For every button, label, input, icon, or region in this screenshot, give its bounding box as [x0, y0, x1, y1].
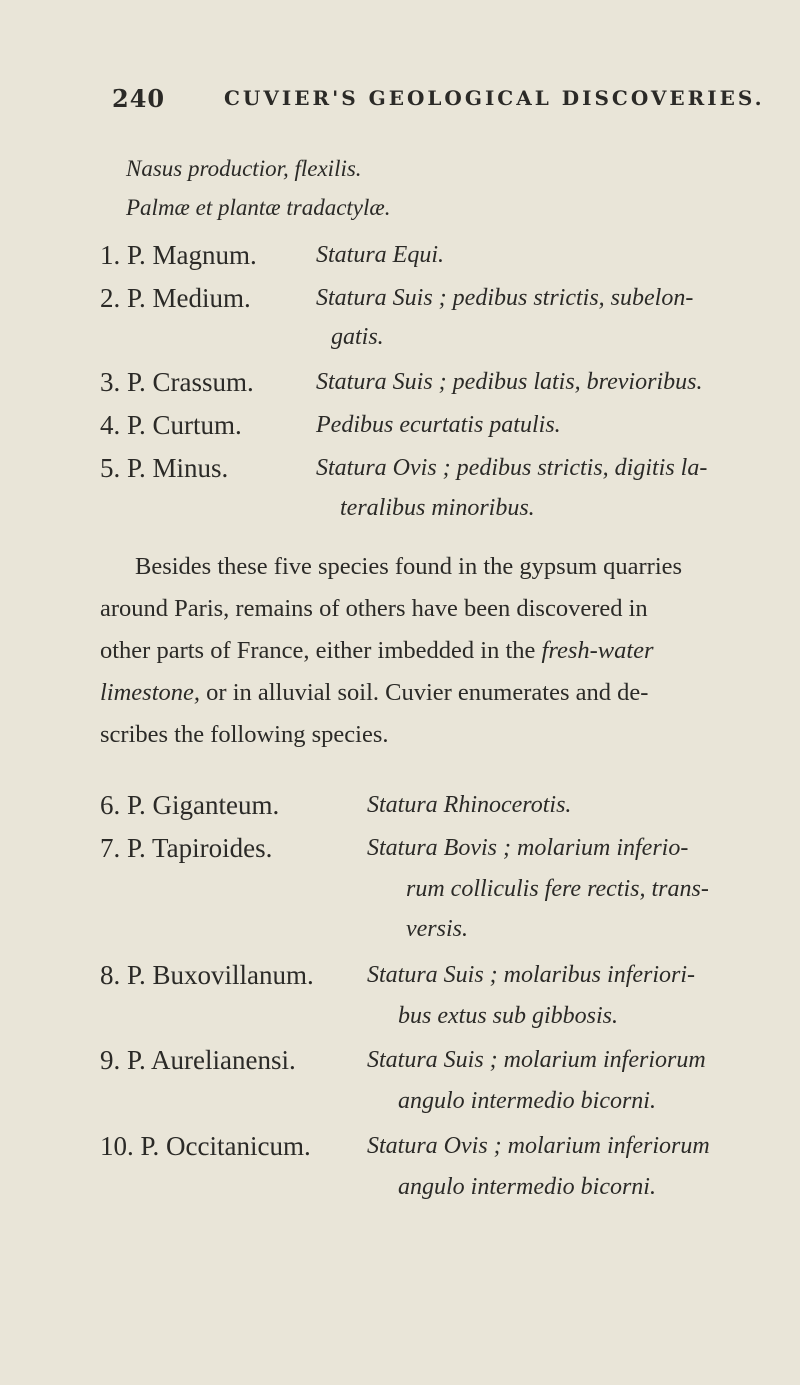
species-10-name: 10. P. Occitanicum.: [100, 1131, 311, 1161]
species-9-name: 9. P. Aurelianensi.: [100, 1045, 296, 1075]
paragraph-line-1: Besides these five species found in the gypsum quarries: [135, 553, 683, 580]
species-7-name: 7. P. Tapiroides.: [100, 833, 273, 863]
species-4-desc-1: Pedibus ecurtatis patulis.: [316, 412, 561, 438]
intro-line-1a: Nasus productior,: [126, 156, 289, 181]
species-8-desc-2: bus extus sub gibbosis.: [398, 1003, 619, 1029]
species-9-desc-1: Statura Suis ; molarium inferiorum: [367, 1047, 706, 1073]
species-7-desc-1: Statura Bovis ; molarium inferio-: [367, 835, 689, 861]
running-title: CUVIER'S GEOLOGICAL DISCOVERIES.: [224, 86, 765, 110]
paragraph-line-2: around Paris, remains of others have been discovered in: [100, 595, 648, 622]
species-1-name: 1. P. Magnum.: [100, 240, 257, 270]
paragraph-line-3a: other parts of France, either imbedded in the: [100, 637, 542, 664]
species-10-desc-1: Statura Ovis ; molarium inferiorum: [367, 1133, 710, 1159]
paragraph-line-5: scribes the following species.: [100, 721, 389, 748]
page-number: 240: [112, 84, 166, 113]
species-6-name: 6. P. Giganteum.: [100, 790, 280, 820]
species-1-desc-1: Statura Equi.: [316, 242, 445, 268]
species-8-desc-1: Statura Suis ; molaribus inferiori-: [367, 962, 696, 988]
species-6-desc-1: Statura Rhinocerotis.: [367, 792, 572, 818]
species-9-desc-2: angulo intermedio bicorni.: [398, 1088, 656, 1114]
species-3-name: 3. P. Crassum.: [100, 367, 254, 397]
intro-line-2: Palmæ et plantæ tradactylæ.: [126, 195, 391, 220]
intro-line-1: [126, 156, 362, 182]
species-3-desc-1: Statura Suis ; pedibus latis, brevioribus.: [316, 369, 703, 395]
paragraph-line-3: [100, 637, 654, 665]
intro-line-1b: flexilis.: [294, 156, 362, 181]
species-7-desc-2: rum colliculis fere rectis, trans-: [406, 876, 709, 902]
species-5-name: 5. P. Minus.: [100, 453, 229, 483]
species-2-name: 2. P. Medium.: [100, 283, 251, 313]
species-2-desc-2: gatis.: [331, 324, 384, 350]
species-4-name: 4. P. Curtum.: [100, 410, 242, 440]
species-10-desc-2: angulo intermedio bicorni.: [398, 1174, 656, 1200]
species-8-name: 8. P. Buxovillanum.: [100, 960, 314, 990]
species-7-desc-3: versis.: [406, 916, 468, 942]
paragraph-line-4a: limestone,: [100, 679, 201, 706]
species-2-desc-1: Statura Suis ; pedibus strictis, subelon-: [316, 285, 694, 311]
paragraph-line-4: [100, 679, 648, 707]
species-5-desc-1: Statura Ovis ; pedibus strictis, digitis la-: [316, 455, 708, 481]
paragraph-line-3b: fresh-water: [541, 637, 654, 664]
page-header: [112, 78, 765, 118]
paragraph-line-4b: or in alluvial soil. Cuvier enumerates and de-: [200, 679, 649, 706]
species-5-desc-2: teralibus minoribus.: [340, 495, 535, 521]
